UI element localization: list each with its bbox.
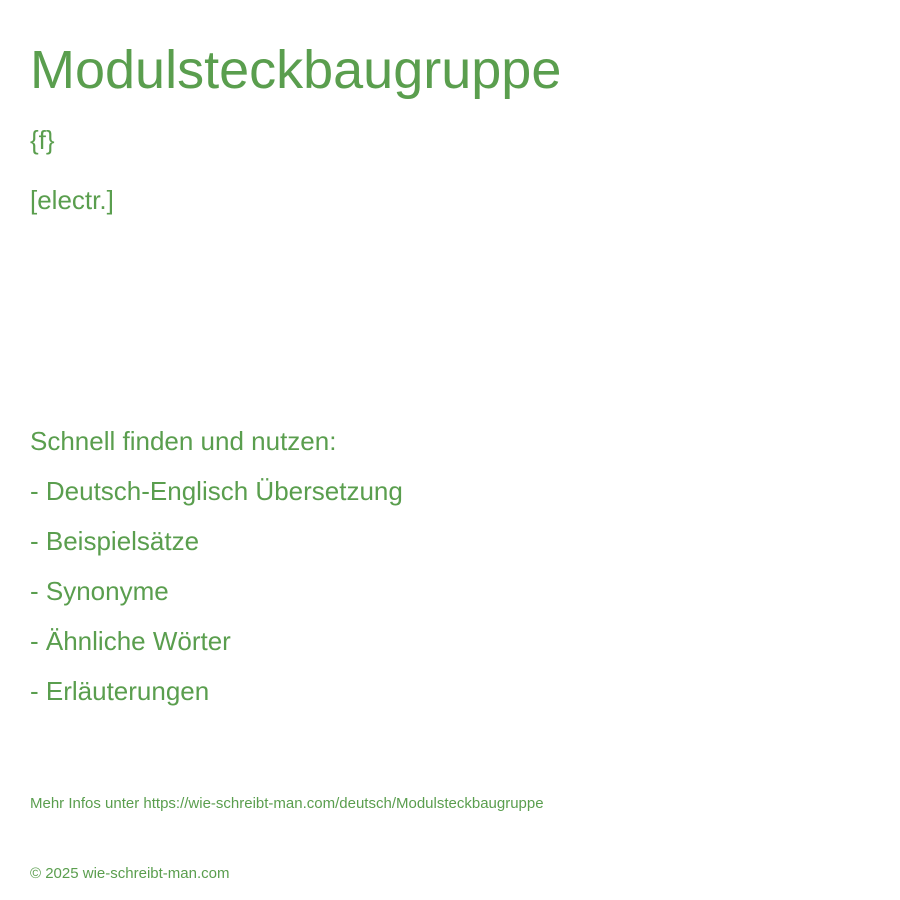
features-section (30, 425, 403, 725)
more-info-text: Mehr Infos unter https://wie-schreibt-man.com/deutsch/Modulsteckbaugruppe (30, 795, 544, 812)
list-item: - Beispielsätze (30, 526, 200, 556)
page-title: Modulsteckbaugruppe (30, 40, 562, 100)
list-item: - Synonyme (30, 576, 169, 606)
list-item: - Erläuterungen (30, 676, 210, 706)
copyright-text: © 2025 wie-schreibt-man.com (30, 865, 230, 882)
list-item: - Deutsch-Englisch Übersetzung (30, 476, 403, 506)
gender-label: {f} (30, 125, 55, 155)
list-item: - Ähnliche Wörter (30, 626, 231, 656)
features-list (30, 475, 403, 725)
features-heading: Schnell finden und nutzen: (30, 426, 337, 456)
subject-field-label: [electr.] (30, 185, 114, 215)
